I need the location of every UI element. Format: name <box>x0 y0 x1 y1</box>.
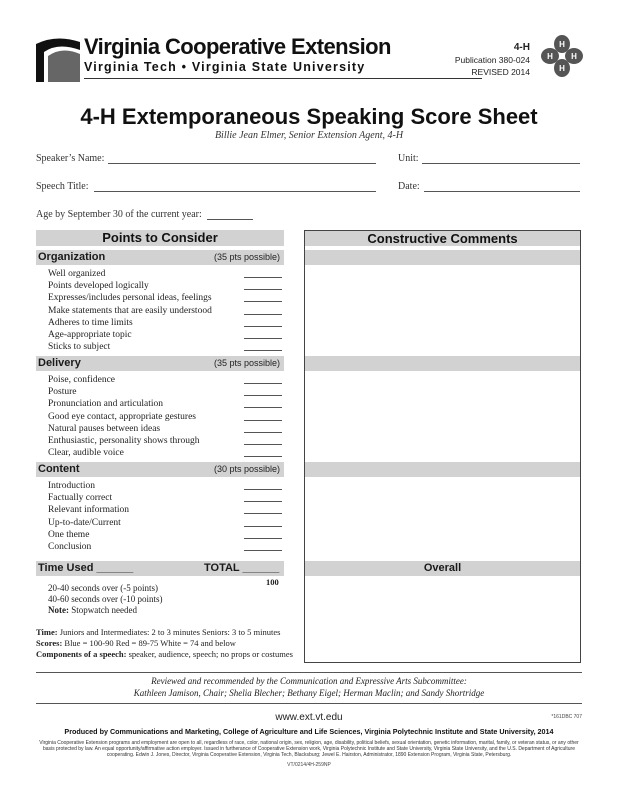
criterion-row <box>48 398 284 410</box>
criterion-row <box>48 423 284 435</box>
age-label: Age by September 30 of the current year: <box>36 209 202 220</box>
criterion-label: Good eye contact, appropriate gestures <box>48 411 196 422</box>
section-points: (35 pts possible) <box>213 358 280 368</box>
criterion-row <box>48 517 284 529</box>
score-blank[interactable] <box>244 432 282 433</box>
reviewed-line: Reviewed and recommended by the Communication and Expressive Arts Subcommittee: <box>151 676 467 686</box>
author-line: Billie Jean Elmer, Senior Extension Agent, 4-H <box>214 130 404 141</box>
section-header-organization <box>36 250 284 265</box>
four-h-clover-icon <box>540 34 584 78</box>
criterion-label: Up-to-date/Current <box>48 517 121 528</box>
criterion-label: Enthusiastic, personality shows through <box>48 436 200 446</box>
score-blank[interactable] <box>244 513 282 514</box>
code-bottom: VT/0214/4H-259NP <box>287 762 331 768</box>
points-to-consider-heading: Points to Consider <box>36 230 284 246</box>
revised-label: REVISED 2014 <box>471 67 530 77</box>
constructive-comments-heading: Constructive Comments <box>305 231 580 246</box>
criterion-label: Natural pauses between ideas <box>48 423 161 434</box>
svg-text:H: H <box>571 52 577 61</box>
speaker-name-label: Speaker’s Name: <box>36 153 105 164</box>
criterion-label: Make statements that are easily understood <box>48 305 212 316</box>
content-comment-stripe <box>305 462 580 477</box>
score-ranges: Scores: Blue = 100-90 Red = 89-75 White = 74 and below <box>36 638 236 648</box>
vce-logo-icon <box>36 36 80 82</box>
score-blank[interactable] <box>244 456 282 457</box>
produced-by: Produced by Communications and Marketing, College of Agriculture and Life Sciences, Virginia Polytechnic Institute and State University, 2014 <box>64 727 554 736</box>
criterion-row <box>48 317 284 329</box>
subcommittee-names: Kathleen Jamison, Chair; Shelia Blecher; Bethany Eigel; Herman Maclin; and Sandy Shortridge <box>133 688 485 698</box>
section-points: (30 pts possible) <box>213 464 280 474</box>
fine-print: Virginia Cooperative Extension programs and employment are open to all, regardless of race, color, national origin, sex, religion, age, disability, political beliefs, sexual orientation, genetic information, marital, family, or veteran status, or any other basis protected by law. An equal opportunity/affirmative action employer. Issued in furtherance of Cooperative Extension work, Virginia Polytechnic Institute and State University, Virginia State University, and the U.S. Department of Agriculture cooperating. Edwin J. Jones, Director, Virginia Cooperative Extension, Virginia Tech, Blacksburg; Jewel E. Hairston, Administrator, 1890 Extension Program, Virginia State, Petersburg. <box>39 740 579 759</box>
score-blank[interactable] <box>244 538 282 539</box>
time-penalty-1: 20-40 seconds over (-5 points) <box>48 583 158 593</box>
section-points: (35 pts possible) <box>213 252 280 262</box>
criterion-label: Expresses/includes personal ideas, feelings <box>48 293 212 304</box>
delivery-comment-stripe <box>305 356 580 371</box>
criterion-row <box>48 504 284 516</box>
score-blank[interactable] <box>244 526 282 527</box>
footer-rule-bottom <box>36 703 582 704</box>
criterion-label: Age-appropriate topic <box>48 330 132 340</box>
unit-field[interactable] <box>422 154 580 164</box>
header <box>36 34 584 84</box>
criterion-row <box>48 529 284 541</box>
criterion-row <box>48 411 284 423</box>
time-used-label: Time Used ______ <box>38 562 134 574</box>
org-name: Virginia Cooperative Extension <box>84 34 391 59</box>
total-max: 100 <box>266 577 279 587</box>
score-blank[interactable] <box>244 444 282 445</box>
criterion-row <box>48 492 284 504</box>
score-blank[interactable] <box>244 350 282 351</box>
header-rule <box>84 78 482 79</box>
footer-rule-top <box>36 672 582 673</box>
criterion-label: Conclusion <box>48 542 92 552</box>
score-blank[interactable] <box>244 277 282 278</box>
website-link[interactable]: www.ext.vt.edu <box>275 712 343 723</box>
comments-box[interactable] <box>304 230 581 663</box>
score-blank[interactable] <box>244 338 282 339</box>
total-label: TOTAL ______ <box>204 562 280 574</box>
score-blank[interactable] <box>244 383 282 384</box>
criterion-label: Points developed logically <box>48 281 149 292</box>
section-name: Organization <box>38 251 106 263</box>
unit-label: Unit: <box>398 153 419 164</box>
criterion-row <box>48 305 284 317</box>
svg-text:H: H <box>559 64 565 73</box>
criterion-label: Poise, confidence <box>48 375 116 385</box>
stopwatch-note: Note: Stopwatch needed <box>48 605 137 615</box>
svg-text:H: H <box>547 52 553 61</box>
score-blank[interactable] <box>244 326 282 327</box>
section-name: Delivery <box>38 357 81 369</box>
criterion-row <box>48 386 284 398</box>
criterion-row <box>48 292 284 304</box>
criterion-label: Posture <box>48 387 77 398</box>
criterion-label: Adheres to time limits <box>48 317 133 328</box>
time-penalty-2: 40-60 seconds over (-10 points) <box>48 594 163 604</box>
score-blank[interactable] <box>244 407 282 408</box>
publication-number: Publication 380-024 <box>454 55 530 65</box>
criterion-row <box>48 435 284 447</box>
criterion-row <box>48 268 284 280</box>
score-blank[interactable] <box>244 420 282 421</box>
page-title: 4-H Extemporaneous Speaking Score Sheet <box>80 104 538 129</box>
score-blank[interactable] <box>244 301 282 302</box>
score-blank[interactable] <box>244 501 282 502</box>
criterion-row <box>48 480 284 492</box>
score-blank[interactable] <box>244 550 282 551</box>
criterion-row <box>48 341 284 353</box>
score-blank[interactable] <box>244 489 282 490</box>
org-subtitle: Virginia Tech • Virginia State University <box>84 60 366 74</box>
criterion-label: Factually correct <box>48 493 113 504</box>
code-right: *161DBC 707 <box>551 714 582 720</box>
date-label: Date: <box>398 181 420 192</box>
criterion-label: Well organized <box>48 269 106 279</box>
time-rules: Time: Juniors and Intermediates: 2 to 3 minutes Seniors: 3 to 5 minutes <box>36 627 281 637</box>
speech-title-field[interactable] <box>94 182 376 192</box>
criterion-label: One theme <box>48 529 90 540</box>
organization-comment-stripe <box>305 250 580 265</box>
criterion-row <box>48 374 284 386</box>
criterion-row <box>48 541 284 553</box>
speaker-name-field[interactable] <box>108 154 376 164</box>
publication-block <box>455 42 530 78</box>
criterion-label: Clear, audible voice <box>48 448 124 459</box>
overall-heading: Overall <box>305 561 580 576</box>
program-label: 4-H <box>513 42 530 53</box>
score-blank[interactable] <box>244 395 282 396</box>
criterion-label: Introduction <box>48 481 95 491</box>
speech-title-label: Speech Title: <box>36 181 89 192</box>
criterion-label: Pronunciation and articulation <box>48 399 164 410</box>
criterion-row <box>48 447 284 459</box>
criterion-label: Relevant information <box>48 505 129 516</box>
criterion-label: Sticks to subject <box>48 342 111 353</box>
speech-components: Components of a speech: speaker, audience, speech; no props or costumes <box>36 649 293 659</box>
section-header-delivery <box>36 356 284 371</box>
criterion-row <box>48 329 284 341</box>
age-field[interactable] <box>207 210 253 220</box>
date-field[interactable] <box>424 182 580 192</box>
section-header-content <box>36 462 284 477</box>
criterion-row <box>48 280 284 292</box>
score-blank[interactable] <box>244 314 282 315</box>
score-blank[interactable] <box>244 289 282 290</box>
section-name: Content <box>38 463 80 475</box>
time-total-bar <box>36 561 284 576</box>
svg-text:H: H <box>559 40 565 49</box>
